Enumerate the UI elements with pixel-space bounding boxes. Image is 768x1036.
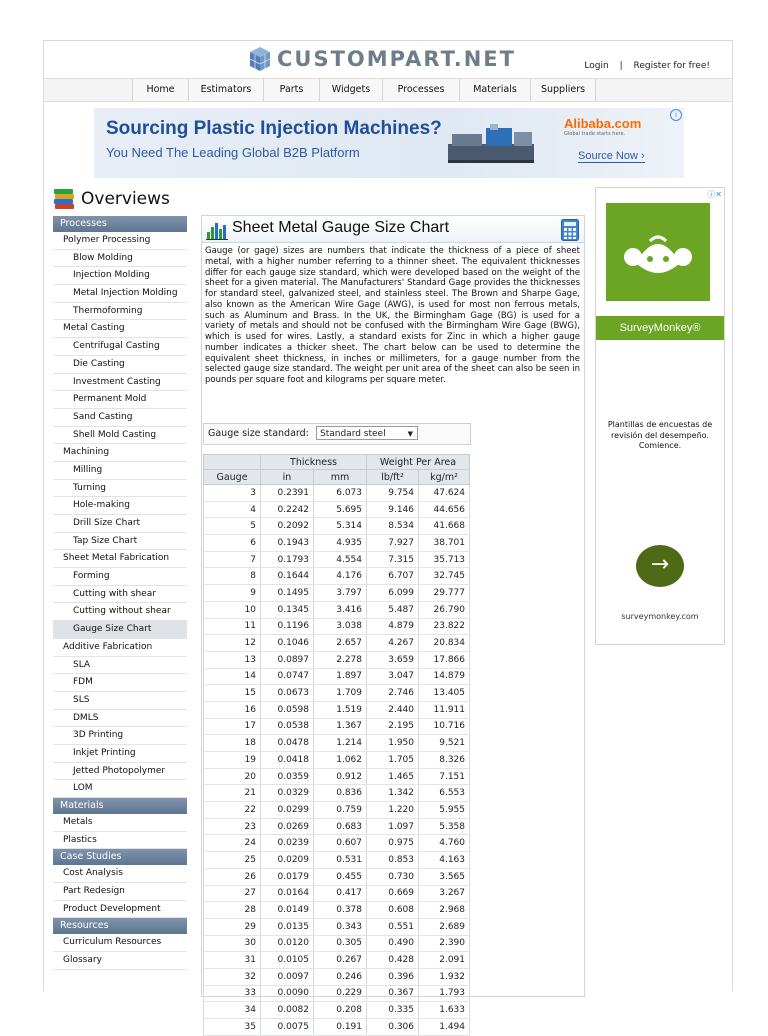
table-cell: 4.267: [367, 635, 419, 652]
table-cell: 12: [204, 635, 261, 652]
intro-paragraph: Gauge (or gage) sizes are numbers that indicate the thickness of a piece of sheet metal, with a higher number referring to a thinner sheet. The equivalent thicknesses differ for each gauge size standard, which were developed based on the weight of the sheet for a given material. The Manufacturers' Standard Gage provides the thicknesses for standard steel, galvanized steel, and stainless steel. The Brown and Sharpe Gage, also known as the American Wire Gage (AWG), is used for most non ferrous metals, such as Aluminum and Brass. In the UK, the Birmingham Gage (BG) is used for a variety of metals and should not be confused with the Birmingham Wire Gage (BWG), which is used for wires. Lastly, a standard exists for Zinc in which a higher gauge number indicates a thicker sheet. The chart below can be used to determine the equivalent sheet thickness, in inches or millimeters, for a gauge number from the selected gauge size standard. The weight per unit area of the sheet can also be seen in pounds per square foot and kilograms per square meter.: [205, 246, 580, 385]
overviews-header: [53, 185, 170, 213]
table-cell: 0.0164: [261, 885, 314, 902]
table-cell: 35.713: [419, 551, 470, 568]
table-cell: 23: [204, 818, 261, 835]
sidebar-item-cutting-with-shear[interactable]: Cutting with shear: [53, 586, 187, 604]
column-header-in: in: [261, 470, 314, 485]
table-cell: 25: [204, 852, 261, 869]
table-header-thickness: Thickness: [261, 455, 367, 470]
table-cell: 1.950: [367, 735, 419, 752]
table-row: [204, 835, 470, 852]
table-cell: 4.554: [314, 551, 367, 568]
table-cell: 30: [204, 935, 261, 952]
sidebar-item-inkjet-printing[interactable]: Inkjet Printing: [53, 745, 187, 763]
table-cell: 10: [204, 601, 261, 618]
sidebar-item-glossary[interactable]: Glossary: [53, 952, 187, 970]
table-cell: 0.1943: [261, 535, 314, 552]
alibaba-brand: [564, 116, 674, 146]
table-row: [204, 785, 470, 802]
table-row: [204, 618, 470, 635]
sidebar-item-drill-size-chart[interactable]: Drill Size Chart: [53, 515, 187, 533]
nav-materials[interactable]: Materials: [460, 79, 531, 101]
table-cell: 4: [204, 501, 261, 518]
table-cell: 1.342: [367, 785, 419, 802]
table-cell: 0.0673: [261, 685, 314, 702]
cube-logo-icon: [249, 46, 271, 72]
table-cell: 0.306: [367, 1019, 419, 1036]
surveymonkey-logo-icon: [606, 203, 710, 301]
sidebar-item-sheet-metal-fabrication[interactable]: Sheet Metal Fabrication: [53, 550, 187, 568]
auth-links: [580, 61, 714, 71]
table-row: [204, 885, 470, 902]
table-cell: 0.343: [314, 918, 367, 935]
gauge-standard-dropdown[interactable]: [316, 426, 418, 440]
table-cell: 2.657: [314, 635, 367, 652]
sidebar-item-sls[interactable]: SLS: [53, 692, 187, 710]
sidebar-heading-materials[interactable]: Materials: [53, 798, 187, 814]
sidebar-item-metals[interactable]: Metals: [53, 814, 187, 832]
table-cell: 1.705: [367, 752, 419, 769]
table-cell: 22: [204, 802, 261, 819]
sidebar-item-jetted-photopolymer[interactable]: Jetted Photopolymer: [53, 763, 187, 781]
content-header: [202, 216, 584, 243]
table-cell: 31: [204, 952, 261, 969]
table-cell: 9: [204, 585, 261, 602]
table-row: [204, 585, 470, 602]
page-title: Sheet Metal Gauge Size Chart: [232, 219, 450, 236]
table-cell: 0.191: [314, 1019, 367, 1036]
table-cell: 0.607: [314, 835, 367, 852]
table-cell: 0.0179: [261, 868, 314, 885]
table-cell: 32.745: [419, 568, 470, 585]
table-row: [204, 968, 470, 985]
table-header-weight-per-area: Weight Per Area: [367, 455, 470, 470]
table-cell: 0.1644: [261, 568, 314, 585]
table-cell: 3.659: [367, 651, 419, 668]
table-cell: 1.097: [367, 818, 419, 835]
table-cell: 1.465: [367, 768, 419, 785]
table-cell: 35: [204, 1019, 261, 1036]
sidebar-item-cutting-without-shear[interactable]: Cutting without shear: [53, 603, 187, 621]
table-cell: 0.0082: [261, 1002, 314, 1019]
sidebar-item-investment-casting[interactable]: Investment Casting: [53, 374, 187, 392]
sidebar-item-plastics[interactable]: Plastics: [53, 832, 187, 850]
table-cell: 5.314: [314, 518, 367, 535]
table-row: [204, 535, 470, 552]
table-cell: 28: [204, 902, 261, 919]
column-header-kg-m2: kg/m²: [419, 470, 470, 485]
auth-separator: |: [619, 61, 623, 71]
side-ad-url[interactable]: surveymonkey.com: [621, 612, 699, 621]
table-cell: 0.490: [367, 935, 419, 952]
table-cell: 0.0149: [261, 902, 314, 919]
table-cell: 4.879: [367, 618, 419, 635]
banner-subtitle: You Need The Leading Global B2B Platform: [106, 145, 360, 160]
table-cell: 0.608: [367, 902, 419, 919]
gauge-standard-selector: [203, 423, 471, 445]
side-ad-text: Plantillas de encuestas de revisión del desempeño. Comience.: [607, 420, 713, 450]
gauge-table-body: [204, 485, 470, 1036]
table-cell: 15: [204, 685, 261, 702]
table-cell: 0.0209: [261, 852, 314, 869]
injection-machine-icon: [446, 122, 536, 166]
sidebar-item-product-development[interactable]: Product Development: [53, 901, 187, 919]
arrow-right-icon[interactable]: →: [636, 545, 684, 587]
table-cell: 0.396: [367, 968, 419, 985]
table-cell: 0.0478: [261, 735, 314, 752]
sidebar-item-gauge-size-chart[interactable]: Gauge Size Chart: [53, 621, 187, 639]
table-cell: 0.683: [314, 818, 367, 835]
table-cell: 2.091: [419, 952, 470, 969]
sidebar-item-additive-fabrication[interactable]: Additive Fabrication: [53, 639, 187, 657]
table-row: [204, 752, 470, 769]
table-cell: 6.073: [314, 485, 367, 502]
sidebar-item-curriculum-resources[interactable]: Curriculum Resources: [53, 934, 187, 952]
table-cell: 47.624: [419, 485, 470, 502]
column-header-gauge: Gauge: [204, 470, 261, 485]
sidebar-item-sla[interactable]: SLA: [53, 657, 187, 675]
table-cell: 0.0120: [261, 935, 314, 952]
table-cell: 5.955: [419, 802, 470, 819]
table-cell: 0.2242: [261, 501, 314, 518]
overviews-title: Overviews: [81, 189, 170, 209]
table-cell: 4.176: [314, 568, 367, 585]
main-nav: [44, 78, 732, 102]
table-header-blank: [204, 455, 261, 470]
sidebar-item-forming[interactable]: Forming: [53, 568, 187, 586]
side-ad[interactable]: [595, 187, 725, 645]
table-cell: 41.668: [419, 518, 470, 535]
table-cell: 6: [204, 535, 261, 552]
sidebar-nav: [53, 216, 187, 970]
table-row: [204, 1019, 470, 1036]
page-container: [43, 40, 733, 1032]
table-cell: 7: [204, 551, 261, 568]
sidebar-item-metal-casting[interactable]: Metal Casting: [53, 320, 187, 338]
table-cell: 17.866: [419, 651, 470, 668]
sidebar-item-machining[interactable]: Machining: [53, 444, 187, 462]
table-cell: 4.935: [314, 535, 367, 552]
table-cell: 26.790: [419, 601, 470, 618]
table-cell: 3.267: [419, 885, 470, 902]
table-row: [204, 601, 470, 618]
table-row: [204, 818, 470, 835]
sidebar-item-shell-mold-casting[interactable]: Shell Mold Casting: [53, 427, 187, 445]
table-row: [204, 485, 470, 502]
table-cell: 32: [204, 968, 261, 985]
table-cell: 27: [204, 885, 261, 902]
sidebar-item-tap-size-chart[interactable]: Tap Size Chart: [53, 533, 187, 551]
table-cell: 3.416: [314, 601, 367, 618]
login-link[interactable]: Login: [584, 61, 609, 71]
table-cell: 21: [204, 785, 261, 802]
table-row: [204, 918, 470, 935]
table-cell: 0.378: [314, 902, 367, 919]
column-header-mm: mm: [314, 470, 367, 485]
table-cell: 0.0359: [261, 768, 314, 785]
table-cell: 23.822: [419, 618, 470, 635]
table-cell: 0.912: [314, 768, 367, 785]
logo-text: CUSTOMPART.NET: [277, 47, 516, 71]
table-row: [204, 651, 470, 668]
gauge-standard-value: Standard steel: [320, 429, 386, 439]
table-cell: 29: [204, 918, 261, 935]
table-cell: 2.968: [419, 902, 470, 919]
table-cell: 3.797: [314, 585, 367, 602]
table-cell: 0.305: [314, 935, 367, 952]
table-cell: 4.760: [419, 835, 470, 852]
sidebar-item-die-casting[interactable]: Die Casting: [53, 356, 187, 374]
table-cell: 0.0135: [261, 918, 314, 935]
calculator-icon[interactable]: [561, 219, 579, 241]
table-cell: 1.793: [419, 985, 470, 1002]
table-row: [204, 685, 470, 702]
table-cell: 0.0269: [261, 818, 314, 835]
table-cell: 0.836: [314, 785, 367, 802]
table-cell: 0.551: [367, 918, 419, 935]
sidebar-item-part-redesign[interactable]: Part Redesign: [53, 883, 187, 901]
gauge-size-table: [203, 454, 470, 1036]
table-cell: 6.707: [367, 568, 419, 585]
sidebar-item-metal-injection-molding[interactable]: Metal Injection Molding: [53, 285, 187, 303]
table-row: [204, 985, 470, 1002]
table-row: [204, 718, 470, 735]
table-cell: 0.0598: [261, 701, 314, 718]
sidebar-heading-resources[interactable]: Resources: [53, 918, 187, 934]
sidebar-item-hole-making[interactable]: Hole-making: [53, 497, 187, 515]
table-cell: 0.208: [314, 1002, 367, 1019]
table-cell: 13: [204, 651, 261, 668]
table-row: [204, 902, 470, 919]
table-row: [204, 568, 470, 585]
table-cell: 33: [204, 985, 261, 1002]
table-cell: 2.390: [419, 935, 470, 952]
sidebar-item-sand-casting[interactable]: Sand Casting: [53, 409, 187, 427]
table-cell: 0.531: [314, 852, 367, 869]
surveymonkey-brand: SurveyMonkey®: [596, 316, 724, 340]
gauge-standard-label: Gauge size standard:: [208, 428, 309, 439]
table-row: [204, 501, 470, 518]
table-cell: 2.689: [419, 918, 470, 935]
table-cell: 0.730: [367, 868, 419, 885]
sidebar-heading-processes[interactable]: Processes: [53, 216, 187, 232]
table-cell: 19: [204, 752, 261, 769]
table-cell: 6.099: [367, 585, 419, 602]
table-row: [204, 1002, 470, 1019]
table-cell: 8.326: [419, 752, 470, 769]
table-cell: 1.897: [314, 668, 367, 685]
table-cell: 13.405: [419, 685, 470, 702]
table-cell: 1.709: [314, 685, 367, 702]
table-cell: 1.932: [419, 968, 470, 985]
table-cell: 0.669: [367, 885, 419, 902]
sidebar-heading-case-studies[interactable]: Case Studies: [53, 849, 187, 865]
table-row: [204, 802, 470, 819]
table-cell: 1.214: [314, 735, 367, 752]
table-row: [204, 551, 470, 568]
table-cell: 0.0075: [261, 1019, 314, 1036]
sidebar-item-fdm[interactable]: FDM: [53, 674, 187, 692]
table-cell: 0.267: [314, 952, 367, 969]
table-cell: 6.553: [419, 785, 470, 802]
table-cell: 0.0097: [261, 968, 314, 985]
table-cell: 7.151: [419, 768, 470, 785]
dropdown-arrow-icon: ▼: [407, 430, 413, 438]
table-cell: 0.0299: [261, 802, 314, 819]
column-header-lb-ft2: lb/ft²: [367, 470, 419, 485]
table-cell: 14.879: [419, 668, 470, 685]
nav-home[interactable]: Home: [132, 79, 189, 101]
sidebar-item-centrifugal-casting[interactable]: Centrifugal Casting: [53, 338, 187, 356]
table-cell: 0.0090: [261, 985, 314, 1002]
table-cell: 0.0897: [261, 651, 314, 668]
table-row: [204, 852, 470, 869]
sidebar-item-polymer-processing[interactable]: Polymer Processing: [53, 232, 187, 250]
sidebar-item-injection-molding[interactable]: Injection Molding: [53, 267, 187, 285]
table-cell: 3.038: [314, 618, 367, 635]
table-cell: 0.2391: [261, 485, 314, 502]
banner-ad[interactable]: [94, 108, 684, 178]
table-cell: 38.701: [419, 535, 470, 552]
table-cell: 0.1196: [261, 618, 314, 635]
table-cell: 11: [204, 618, 261, 635]
table-row: [204, 668, 470, 685]
table-cell: 0.0329: [261, 785, 314, 802]
table-cell: 0.853: [367, 852, 419, 869]
sidebar-item-permanent-mold[interactable]: Permanent Mold: [53, 391, 187, 409]
table-cell: 0.759: [314, 802, 367, 819]
nav-estimators[interactable]: Estimators: [189, 79, 264, 101]
table-cell: 5.487: [367, 601, 419, 618]
table-cell: 5.695: [314, 501, 367, 518]
adchoices-close-icon[interactable]: ⓘ✕: [707, 190, 722, 199]
table-cell: 0.0105: [261, 952, 314, 969]
table-cell: 3: [204, 485, 261, 502]
table-cell: 18: [204, 735, 261, 752]
table-cell: 2.440: [367, 701, 419, 718]
table-cell: 14: [204, 668, 261, 685]
table-cell: 34: [204, 1002, 261, 1019]
alibaba-tagline: Global trade starts here.: [564, 131, 626, 137]
nav-processes[interactable]: Processes: [383, 79, 460, 101]
table-cell: 44.656: [419, 501, 470, 518]
table-cell: 3.565: [419, 868, 470, 885]
table-cell: 9.754: [367, 485, 419, 502]
table-cell: 0.0418: [261, 752, 314, 769]
table-cell: 0.0747: [261, 668, 314, 685]
sidebar-item-milling[interactable]: Milling: [53, 462, 187, 480]
table-cell: 0.428: [367, 952, 419, 969]
table-cell: 2.746: [367, 685, 419, 702]
table-cell: 16: [204, 701, 261, 718]
sidebar-item-cost-analysis[interactable]: Cost Analysis: [53, 865, 187, 883]
sidebar-item-dmls[interactable]: DMLS: [53, 710, 187, 728]
table-cell: 5: [204, 518, 261, 535]
table-cell: 8: [204, 568, 261, 585]
nav-suppliers[interactable]: Suppliers: [531, 79, 596, 101]
table-cell: 4.163: [419, 852, 470, 869]
table-cell: 20.834: [419, 635, 470, 652]
table-cell: 7.315: [367, 551, 419, 568]
table-cell: 0.975: [367, 835, 419, 852]
table-cell: 24: [204, 835, 261, 852]
table-cell: 1.519: [314, 701, 367, 718]
table-cell: 26: [204, 868, 261, 885]
table-row: [204, 768, 470, 785]
table-cell: 1.220: [367, 802, 419, 819]
table-row: [204, 518, 470, 535]
table-cell: 5.358: [419, 818, 470, 835]
table-cell: 9.146: [367, 501, 419, 518]
table-cell: 0.335: [367, 1002, 419, 1019]
table-cell: 17: [204, 718, 261, 735]
table-cell: 1.367: [314, 718, 367, 735]
table-cell: 0.455: [314, 868, 367, 885]
table-cell: 8.534: [367, 518, 419, 535]
sidebar-item-3d-printing[interactable]: 3D Printing: [53, 727, 187, 745]
table-cell: 0.417: [314, 885, 367, 902]
sidebar-item-turning[interactable]: Turning: [53, 480, 187, 498]
table-cell: 11.911: [419, 701, 470, 718]
table-cell: 1.494: [419, 1019, 470, 1036]
table-cell: 0.1495: [261, 585, 314, 602]
table-row: [204, 952, 470, 969]
bar-chart-icon: [206, 220, 228, 240]
table-cell: 0.367: [367, 985, 419, 1002]
banner-cta-link[interactable]: Source Now ›: [578, 150, 645, 162]
table-cell: 2.195: [367, 718, 419, 735]
alibaba-logo-text: Alibaba.com: [564, 116, 642, 131]
nav-parts[interactable]: Parts: [264, 79, 320, 101]
table-cell: 0.229: [314, 985, 367, 1002]
table-cell: 1.062: [314, 752, 367, 769]
table-cell: 0.1345: [261, 601, 314, 618]
adchoices-icon[interactable]: i: [670, 109, 682, 121]
table-cell: 0.0239: [261, 835, 314, 852]
nav-widgets[interactable]: Widgets: [320, 79, 383, 101]
table-cell: 2.278: [314, 651, 367, 668]
table-cell: 29.777: [419, 585, 470, 602]
table-row: [204, 701, 470, 718]
table-row: [204, 935, 470, 952]
books-icon: [53, 187, 75, 211]
sidebar-item-thermoforming[interactable]: Thermoforming: [53, 303, 187, 321]
table-cell: 0.246: [314, 968, 367, 985]
banner-title: Sourcing Plastic Injection Machines?: [106, 118, 442, 139]
table-row: [204, 635, 470, 652]
table-cell: 0.1793: [261, 551, 314, 568]
register-link[interactable]: Register for free!: [633, 61, 710, 71]
table-cell: 1.633: [419, 1002, 470, 1019]
table-cell: 3.047: [367, 668, 419, 685]
table-cell: 20: [204, 768, 261, 785]
sidebar-item-lom[interactable]: LOM: [53, 780, 187, 798]
sidebar-item-blow-molding[interactable]: Blow Molding: [53, 250, 187, 268]
site-logo[interactable]: [249, 44, 516, 74]
table-cell: 0.0538: [261, 718, 314, 735]
table-cell: 9.521: [419, 735, 470, 752]
table-cell: 0.2092: [261, 518, 314, 535]
site-header: [44, 41, 732, 77]
table-row: [204, 868, 470, 885]
table-cell: 7.927: [367, 535, 419, 552]
table-cell: 10.716: [419, 718, 470, 735]
table-cell: 0.1046: [261, 635, 314, 652]
table-row: [204, 735, 470, 752]
